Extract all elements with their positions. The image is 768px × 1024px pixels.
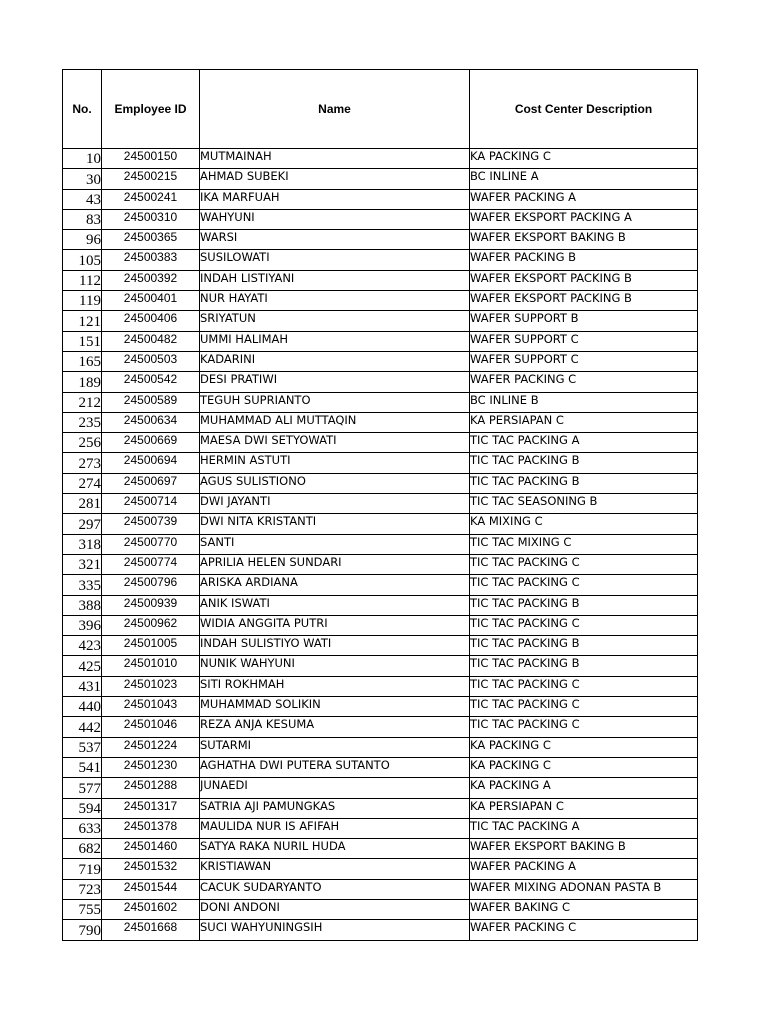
cost-center-cell: KA PERSIAPAN C [470,798,698,818]
name-cell: MUTMAINAH [200,149,470,169]
row-number: 321 [63,554,102,574]
cost-center-cell: TIC TAC PACKING C [470,575,698,595]
employee-id-cell: 24500392 [102,270,200,290]
cost-center-cell: WAFER SUPPORT C [470,351,698,371]
employee-id-cell: 24501668 [102,920,200,940]
name-cell: SATRIA AJI PAMUNGKAS [200,798,470,818]
cost-center-cell: WAFER SUPPORT B [470,311,698,331]
name-cell: MAULIDA NUR IS AFIFAH [200,818,470,838]
table-row [63,433,698,453]
employee-id-cell: 24500589 [102,392,200,412]
row-number: 119 [63,291,102,311]
table-header [63,70,698,149]
table-row [63,899,698,919]
employee-id-cell: 24500503 [102,351,200,371]
employee-id-cell: 24500669 [102,433,200,453]
employee-id-cell: 24500406 [102,311,200,331]
row-number: 189 [63,372,102,392]
employee-id-cell: 24500774 [102,554,200,574]
employee-id-cell: 24500150 [102,149,200,169]
employee-id-cell: 24500770 [102,534,200,554]
employee-id-cell: 24500739 [102,514,200,534]
name-cell: SUSILOWATI [200,250,470,270]
cost-center-cell: TIC TAC PACKING C [470,717,698,737]
cost-center-cell: WAFER SUPPORT C [470,331,698,351]
name-cell: MUHAMMAD ALI MUTTAQIN [200,412,470,432]
cost-center-cell: WAFER BAKING C [470,899,698,919]
cost-center-cell: TIC TAC PACKING A [470,433,698,453]
row-number: 151 [63,331,102,351]
cost-center-cell: KA PERSIAPAN C [470,412,698,432]
cost-center-cell: WAFER EKSPORT PACKING B [470,270,698,290]
employee-id-cell: 24500796 [102,575,200,595]
employee-id-cell: 24501023 [102,676,200,696]
row-number: 335 [63,575,102,595]
employee-id-cell: 24501544 [102,879,200,899]
row-number: 442 [63,717,102,737]
cost-center-cell: WAFER EKSPORT PACKING A [470,209,698,229]
row-number: 790 [63,920,102,940]
table-row [63,473,698,493]
employee-id-cell: 24500401 [102,291,200,311]
employee-id-cell: 24500939 [102,595,200,615]
row-number: 440 [63,697,102,717]
name-cell: MUHAMMAD SOLIKIN [200,697,470,717]
employee-id-cell: 24500542 [102,372,200,392]
row-number: 30 [63,169,102,189]
cost-center-cell: TIC TAC PACKING B [470,656,698,676]
cost-center-cell: BC INLINE A [470,169,698,189]
name-cell: REZA ANJA KESUMA [200,717,470,737]
name-cell: DESI PRATIWI [200,372,470,392]
header-name: Name [200,70,470,149]
cost-center-cell: KA MIXING C [470,514,698,534]
employee-id-cell: 24500962 [102,615,200,635]
header-employee-id: Employee ID [102,70,200,149]
header-row [63,70,698,149]
name-cell: WARSI [200,230,470,250]
name-cell: AHMAD SUBEKI [200,169,470,189]
cost-center-cell: WAFER PACKING B [470,250,698,270]
row-number: 96 [63,230,102,250]
row-number: 388 [63,595,102,615]
table-row [63,351,698,371]
employee-id-cell: 24500383 [102,250,200,270]
name-cell: WAHYUNI [200,209,470,229]
cost-center-cell: TIC TAC MIXING C [470,534,698,554]
name-cell: NUR HAYATI [200,291,470,311]
table-row [63,717,698,737]
row-number: 274 [63,473,102,493]
employee-id-cell: 24500697 [102,473,200,493]
cost-center-cell: WAFER EKSPORT BAKING B [470,230,698,250]
employee-id-cell: 24501224 [102,737,200,757]
row-number: 719 [63,859,102,879]
name-cell: INDAH SULISTIYO WATI [200,636,470,656]
cost-center-cell: KA PACKING A [470,778,698,798]
cost-center-cell: KA PACKING C [470,737,698,757]
row-number: 10 [63,149,102,169]
row-number: 577 [63,778,102,798]
employee-id-cell: 24500634 [102,412,200,432]
row-number: 281 [63,494,102,514]
table-row [63,372,698,392]
table-row [63,554,698,574]
cost-center-cell: BC INLINE B [470,392,698,412]
table-row [63,270,698,290]
table-row [63,575,698,595]
name-cell: MAESA DWI SETYOWATI [200,433,470,453]
table-row [63,331,698,351]
row-number: 594 [63,798,102,818]
table-row [63,798,698,818]
name-cell: SRIYATUN [200,311,470,331]
table-row [63,250,698,270]
cost-center-cell: KA PACKING C [470,149,698,169]
table-row [63,818,698,838]
employee-id-cell: 24500694 [102,453,200,473]
table-row [63,514,698,534]
table-row [63,778,698,798]
row-number: 425 [63,656,102,676]
row-number: 297 [63,514,102,534]
employee-table [62,69,698,941]
name-cell: SUTARMI [200,737,470,757]
name-cell: ARISKA ARDIANA [200,575,470,595]
name-cell: KADARINI [200,351,470,371]
row-number: 273 [63,453,102,473]
table-row [63,494,698,514]
row-number: 755 [63,899,102,919]
table-row [63,149,698,169]
name-cell: UMMI HALIMAH [200,331,470,351]
employee-id-cell: 24501317 [102,798,200,818]
name-cell: DWI JAYANTI [200,494,470,514]
row-number: 318 [63,534,102,554]
name-cell: SATYA RAKA NURIL HUDA [200,839,470,859]
header-no: No. [63,70,102,149]
row-number: 541 [63,757,102,777]
cost-center-cell: KA PACKING C [470,757,698,777]
cost-center-cell: WAFER EKSPORT BAKING B [470,839,698,859]
employee-id-cell: 24501230 [102,757,200,777]
name-cell: ANIK ISWATI [200,595,470,615]
row-number: 235 [63,412,102,432]
employee-id-cell: 24500241 [102,189,200,209]
name-cell: AGHATHA DWI PUTERA SUTANTO [200,757,470,777]
name-cell: HERMIN ASTUTI [200,453,470,473]
cost-center-cell: WAFER PACKING C [470,372,698,392]
name-cell: AGUS SULISTIONO [200,473,470,493]
cost-center-cell: TIC TAC PACKING B [470,453,698,473]
name-cell: TEGUH SUPRIANTO [200,392,470,412]
table-row [63,757,698,777]
table-row [63,209,698,229]
employee-id-cell: 24500365 [102,230,200,250]
row-number: 83 [63,209,102,229]
header-cost-center: Cost Center Description [470,70,698,149]
table-row [63,859,698,879]
name-cell: CACUK SUDARYANTO [200,879,470,899]
cost-center-cell: TIC TAC PACKING B [470,595,698,615]
cost-center-cell: TIC TAC PACKING B [470,473,698,493]
table-row [63,839,698,859]
cost-center-cell: TIC TAC PACKING A [470,818,698,838]
table-row [63,920,698,940]
table-row [63,392,698,412]
cost-center-cell: TIC TAC PACKING C [470,676,698,696]
row-number: 105 [63,250,102,270]
name-cell: IKA MARFUAH [200,189,470,209]
table-row [63,412,698,432]
name-cell: APRILIA HELEN SUNDARI [200,554,470,574]
employee-id-cell: 24500310 [102,209,200,229]
table-body [63,149,698,941]
name-cell: NUNIK WAHYUNI [200,656,470,676]
row-number: 723 [63,879,102,899]
name-cell: KRISTIAWAN [200,859,470,879]
table-row [63,615,698,635]
cost-center-cell: WAFER MIXING ADONAN PASTA B [470,879,698,899]
table-row [63,453,698,473]
employee-id-cell: 24500482 [102,331,200,351]
cost-center-cell: WAFER PACKING C [470,920,698,940]
table-row [63,879,698,899]
employee-id-cell: 24501010 [102,656,200,676]
cost-center-cell: WAFER EKSPORT PACKING B [470,291,698,311]
table-row [63,169,698,189]
employee-id-cell: 24500714 [102,494,200,514]
name-cell: SANTI [200,534,470,554]
row-number: 212 [63,392,102,412]
name-cell: SITI ROKHMAH [200,676,470,696]
table-row [63,311,698,331]
employee-id-cell: 24500215 [102,169,200,189]
employee-id-cell: 24501005 [102,636,200,656]
row-number: 537 [63,737,102,757]
table-row [63,189,698,209]
employee-id-cell: 24501460 [102,839,200,859]
row-number: 423 [63,636,102,656]
employee-id-cell: 24501043 [102,697,200,717]
table-row [63,291,698,311]
table-row [63,595,698,615]
table-row [63,737,698,757]
cost-center-cell: TIC TAC PACKING B [470,636,698,656]
row-number: 165 [63,351,102,371]
name-cell: JUNAEDI [200,778,470,798]
cost-center-cell: WAFER PACKING A [470,189,698,209]
employee-id-cell: 24501602 [102,899,200,919]
row-number: 112 [63,270,102,290]
employee-id-cell: 24501378 [102,818,200,838]
employee-id-cell: 24501046 [102,717,200,737]
name-cell: WIDIA ANGGITA PUTRI [200,615,470,635]
cost-center-cell: TIC TAC PACKING C [470,554,698,574]
cost-center-cell: WAFER PACKING A [470,859,698,879]
name-cell: DWI NITA KRISTANTI [200,514,470,534]
row-number: 256 [63,433,102,453]
cost-center-cell: TIC TAC PACKING C [470,615,698,635]
name-cell: DONI ANDONI [200,899,470,919]
employee-id-cell: 24501532 [102,859,200,879]
cost-center-cell: TIC TAC PACKING C [470,697,698,717]
table-row [63,230,698,250]
employee-id-cell: 24501288 [102,778,200,798]
table-row [63,656,698,676]
table-row [63,636,698,656]
row-number: 43 [63,189,102,209]
row-number: 121 [63,311,102,331]
row-number: 682 [63,839,102,859]
row-number: 431 [63,676,102,696]
row-number: 396 [63,615,102,635]
cost-center-cell: TIC TAC SEASONING B [470,494,698,514]
name-cell: INDAH LISTIYANI [200,270,470,290]
table-row [63,676,698,696]
row-number: 633 [63,818,102,838]
table-row [63,697,698,717]
table-row [63,534,698,554]
name-cell: SUCI WAHYUNINGSIH [200,920,470,940]
